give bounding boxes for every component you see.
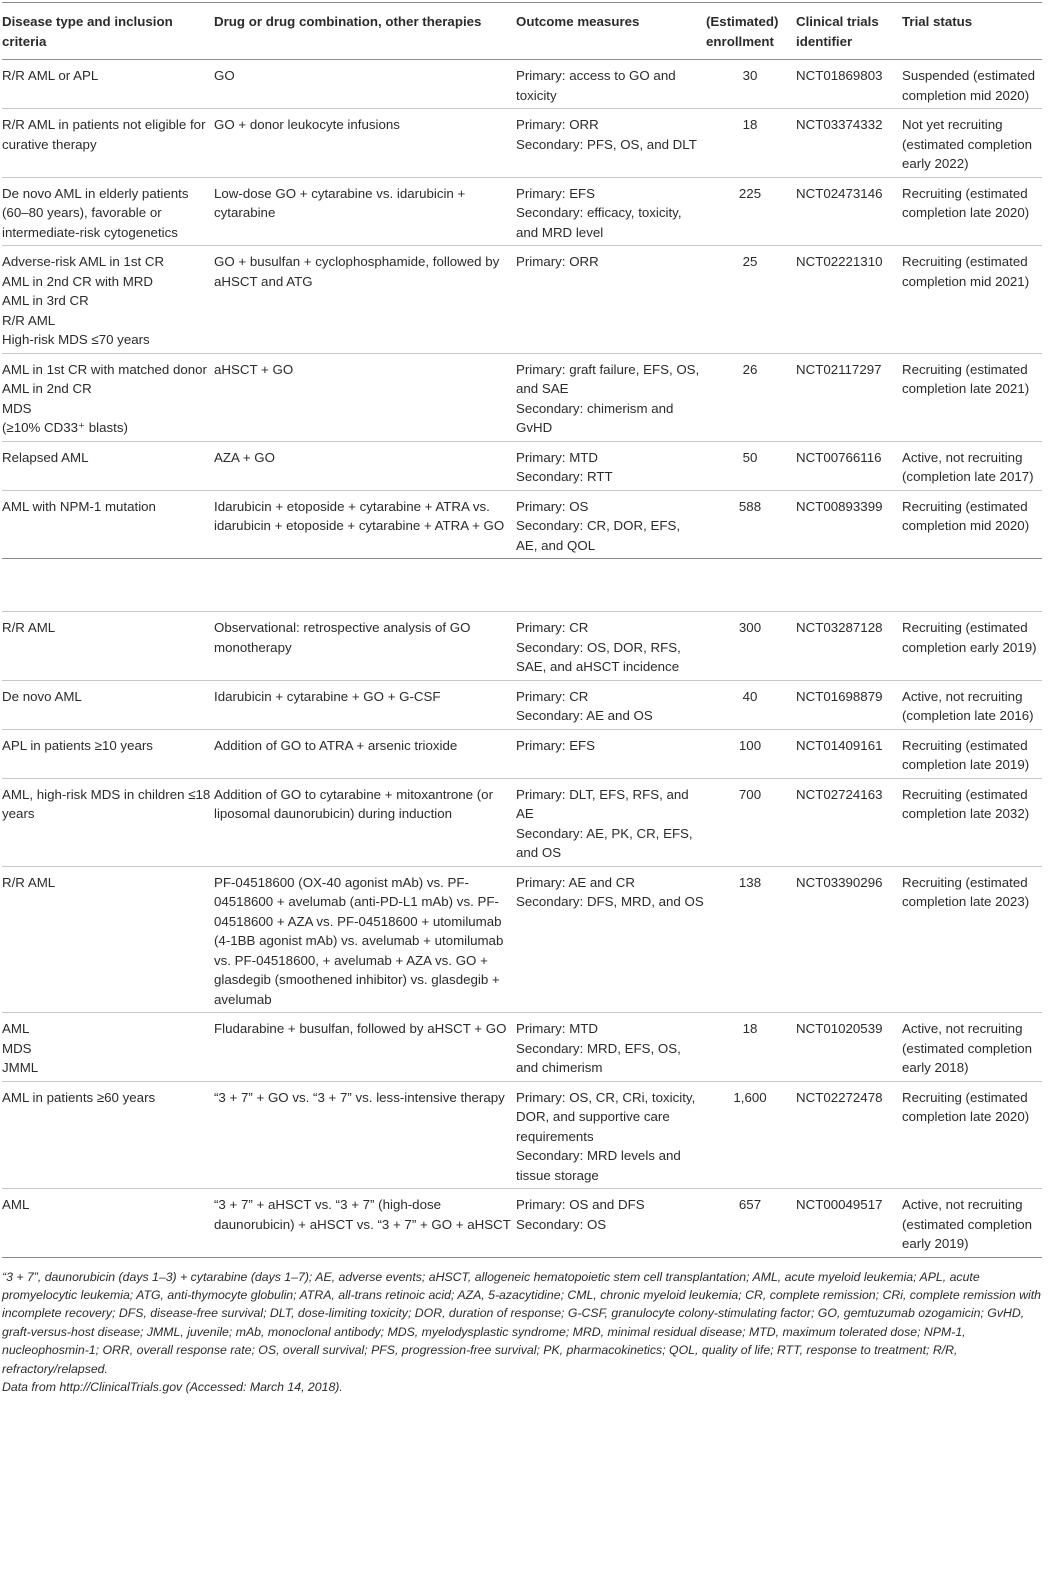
cell-status: Recruiting (estimated completion late 2020) <box>902 1081 1042 1189</box>
table-row <box>2 729 1042 778</box>
table-body <box>2 60 1042 1258</box>
table-row <box>2 1189 1042 1258</box>
cell-identifier: NCT02117297 <box>796 353 902 441</box>
cell-outcome: Primary: MTD Secondary: MRD, EFS, OS, and chimerism <box>516 1013 706 1082</box>
cell-identifier: NCT02221310 <box>796 246 902 354</box>
table-row <box>2 246 1042 354</box>
table-row <box>2 1013 1042 1082</box>
cell-disease: AML with NPM-1 mutation <box>2 490 214 559</box>
table-row <box>2 680 1042 729</box>
cell-disease: AML <box>2 1189 214 1258</box>
cell-enrollment: 25 <box>706 246 796 354</box>
header-identifier: Clinical trials identifier <box>796 3 902 60</box>
clinical-trials-table <box>2 2 1042 1258</box>
cell-identifier: NCT01869803 <box>796 60 902 109</box>
cell-enrollment: 18 <box>706 1013 796 1082</box>
cell-identifier: NCT02272478 <box>796 1081 902 1189</box>
cell-identifier: NCT01409161 <box>796 729 902 778</box>
cell-drug: PF-04518600 (OX-40 agonist mAb) vs. PF-04518600 + avelumab (anti-PD-L1 mAb) vs. PF-04518600 + AZA vs. PF-04518600 + utomilumab (4-1BB agonist mAb) vs. avelumab + utomilumab vs. PF-04518600, + avelumab + AZA vs. GO + glasdegib (smoothened inhibitor) vs. glasdegib + avelumab <box>214 866 516 1013</box>
header-outcome: Outcome measures <box>516 3 706 60</box>
cell-status: Not yet recruiting (estimated completion early 2022) <box>902 109 1042 178</box>
cell-identifier: NCT00893399 <box>796 490 902 559</box>
cell-drug: “3 + 7” + GO vs. “3 + 7” vs. less-intensive therapy <box>214 1081 516 1189</box>
table-footnote <box>2 1258 1042 1397</box>
cell-outcome: Primary: ORR <box>516 246 706 354</box>
spacer-cell <box>706 559 796 612</box>
cell-drug: Idarubicin + etoposide + cytarabine + ATRA vs. idarubicin + etoposide + cytarabine + ATRA + GO <box>214 490 516 559</box>
cell-disease: AML, high-risk MDS in children ≤18 years <box>2 778 214 866</box>
cell-disease: R/R AML in patients not eligible for curative therapy <box>2 109 214 178</box>
cell-drug: GO + donor leukocyte infusions <box>214 109 516 178</box>
section-spacer-row <box>2 559 1042 612</box>
cell-status: Recruiting (estimated completion late 2032) <box>902 778 1042 866</box>
cell-enrollment: 225 <box>706 177 796 246</box>
spacer-cell <box>902 559 1042 612</box>
cell-identifier: NCT03287128 <box>796 612 902 681</box>
cell-enrollment: 588 <box>706 490 796 559</box>
cell-status: Active, not recruiting (estimated completion early 2019) <box>902 1189 1042 1258</box>
table-row <box>2 778 1042 866</box>
cell-disease: R/R AML or APL <box>2 60 214 109</box>
cell-identifier: NCT01020539 <box>796 1013 902 1082</box>
cell-outcome: Primary: EFS Secondary: efficacy, toxicity, and MRD level <box>516 177 706 246</box>
cell-status: Recruiting (estimated completion mid 2021) <box>902 246 1042 354</box>
cell-drug: Addition of GO to ATRA + arsenic trioxide <box>214 729 516 778</box>
cell-status: Recruiting (estimated completion late 2021) <box>902 353 1042 441</box>
table-row <box>2 60 1042 109</box>
cell-enrollment: 40 <box>706 680 796 729</box>
cell-outcome: Primary: OS, CR, CRi, toxicity, DOR, and supportive care requirements Secondary: MRD levels and tissue storage <box>516 1081 706 1189</box>
cell-enrollment: 300 <box>706 612 796 681</box>
document-page <box>2 0 1042 1396</box>
cell-drug: Idarubicin + cytarabine + GO + G-CSF <box>214 680 516 729</box>
table-row <box>2 612 1042 681</box>
table-row <box>2 490 1042 559</box>
cell-enrollment: 657 <box>706 1189 796 1258</box>
cell-drug: AZA + GO <box>214 441 516 490</box>
table-header <box>2 3 1042 60</box>
cell-enrollment: 100 <box>706 729 796 778</box>
cell-outcome: Primary: CR Secondary: AE and OS <box>516 680 706 729</box>
cell-disease: Adverse-risk AML in 1st CR AML in 2nd CR with MRD AML in 3rd CR R/R AML High-risk MDS ≤70 years <box>2 246 214 354</box>
spacer-cell <box>2 559 214 612</box>
cell-outcome: Primary: ORR Secondary: PFS, OS, and DLT <box>516 109 706 178</box>
cell-status: Active, not recruiting (estimated completion early 2018) <box>902 1013 1042 1082</box>
cell-disease: APL in patients ≥10 years <box>2 729 214 778</box>
cell-disease: De novo AML in elderly patients (60–80 years), favorable or intermediate-risk cytogenetics <box>2 177 214 246</box>
footnote-source: Data from http://ClinicalTrials.gov (Accessed: March 14, 2018). <box>2 1379 343 1394</box>
header-row <box>2 3 1042 60</box>
cell-outcome: Primary: DLT, EFS, RFS, and AE Secondary: AE, PK, CR, EFS, and OS <box>516 778 706 866</box>
header-enrollment: (Estimated) enrollment <box>706 3 796 60</box>
cell-status: Recruiting (estimated completion late 2020) <box>902 177 1042 246</box>
cell-status: Recruiting (estimated completion early 2019) <box>902 612 1042 681</box>
cell-drug: Observational: retrospective analysis of GO monotherapy <box>214 612 516 681</box>
table-row <box>2 1081 1042 1189</box>
cell-drug: Addition of GO to cytarabine + mitoxantrone (or liposomal daunorubicin) during induction <box>214 778 516 866</box>
cell-identifier: NCT00049517 <box>796 1189 902 1258</box>
cell-identifier: NCT00766116 <box>796 441 902 490</box>
cell-enrollment: 138 <box>706 866 796 1013</box>
cell-drug: Low-dose GO + cytarabine vs. idarubicin + cytarabine <box>214 177 516 246</box>
cell-disease: R/R AML <box>2 866 214 1013</box>
cell-enrollment: 50 <box>706 441 796 490</box>
cell-identifier: NCT01698879 <box>796 680 902 729</box>
cell-identifier: NCT03390296 <box>796 866 902 1013</box>
cell-outcome: Primary: AE and CR Secondary: DFS, MRD, and OS <box>516 866 706 1013</box>
cell-status: Suspended (estimated completion mid 2020) <box>902 60 1042 109</box>
header-disease: Disease type and inclusion criteria <box>2 3 214 60</box>
cell-identifier: NCT03374332 <box>796 109 902 178</box>
cell-outcome: Primary: graft failure, EFS, OS, and SAE Secondary: chimerism and GvHD <box>516 353 706 441</box>
cell-outcome: Primary: OS and DFS Secondary: OS <box>516 1189 706 1258</box>
cell-status: Active, not recruiting (completion late 2017) <box>902 441 1042 490</box>
cell-outcome: Primary: access to GO and toxicity <box>516 60 706 109</box>
cell-disease: R/R AML <box>2 612 214 681</box>
cell-outcome: Primary: MTD Secondary: RTT <box>516 441 706 490</box>
header-drug: Drug or drug combination, other therapies <box>214 3 516 60</box>
spacer-cell <box>796 559 902 612</box>
spacer-cell <box>516 559 706 612</box>
cell-enrollment: 30 <box>706 60 796 109</box>
cell-drug: Fludarabine + busulfan, followed by aHSCT + GO <box>214 1013 516 1082</box>
cell-status: Recruiting (estimated completion late 2019) <box>902 729 1042 778</box>
header-status: Trial status <box>902 3 1042 60</box>
cell-status: Recruiting (estimated completion mid 2020) <box>902 490 1042 559</box>
cell-drug: GO + busulfan + cyclophosphamide, followed by aHSCT and ATG <box>214 246 516 354</box>
cell-identifier: NCT02473146 <box>796 177 902 246</box>
cell-identifier: NCT02724163 <box>796 778 902 866</box>
cell-outcome: Primary: OS Secondary: CR, DOR, EFS, AE, and QOL <box>516 490 706 559</box>
cell-enrollment: 700 <box>706 778 796 866</box>
cell-enrollment: 18 <box>706 109 796 178</box>
spacer-cell <box>214 559 516 612</box>
cell-status: Recruiting (estimated completion late 2023) <box>902 866 1042 1013</box>
cell-drug: GO <box>214 60 516 109</box>
cell-enrollment: 26 <box>706 353 796 441</box>
footnote-abbreviations: “3 + 7”, daunorubicin (days 1–3) + cytarabine (days 1–7); AE, adverse events; aHSCT, allogeneic hematopoietic stem cell transplantation; AML, acute myeloid leukemia; APL, acute promyelocytic leukemia; ATG, anti-thymocyte globulin; ATRA, all-trans retinoic acid; AZA, 5-azacytidine; CML, chronic myeloid leukemia; CR, complete remission; CRi, complete remission with incomplete recovery; DFS, disease-free survival; DLT, dose-limiting toxicity; DOR, duration of response; G-CSF, granulocyte colony-stimulating factor; GO, gemtuzumab ozogamicin; GvHD, graft-versus-host disease; JMML, juvenile; mAb, monoclonal antibody; MDS, myelodysplastic syndrome; MRD, minimal residual disease; MTD, maximum tolerated dose; NPM-1, nucleophosmin-1; ORR, overall response rate; OS, overall survival; PFS, progression-free survival; PK, pharmacokinetics; QOL, quality of life; RTT, response to treatment; R/R, refractory/relapsed. <box>2 1269 1041 1376</box>
cell-disease: De novo AML <box>2 680 214 729</box>
cell-status: Active, not recruiting (completion late 2016) <box>902 680 1042 729</box>
cell-disease: AML in 1st CR with matched donor AML in 2nd CR MDS (≥10% CD33⁺ blasts) <box>2 353 214 441</box>
cell-outcome: Primary: EFS <box>516 729 706 778</box>
cell-disease: AML MDS JMML <box>2 1013 214 1082</box>
cell-disease: Relapsed AML <box>2 441 214 490</box>
cell-drug: “3 + 7” + aHSCT vs. “3 + 7” (high-dose daunorubicin) + aHSCT vs. “3 + 7” + GO + aHSCT <box>214 1189 516 1258</box>
table-row <box>2 866 1042 1013</box>
table-row <box>2 353 1042 441</box>
table-row <box>2 177 1042 246</box>
table-row <box>2 109 1042 178</box>
cell-outcome: Primary: CR Secondary: OS, DOR, RFS, SAE, and aHSCT incidence <box>516 612 706 681</box>
table-row <box>2 441 1042 490</box>
cell-enrollment: 1,600 <box>706 1081 796 1189</box>
cell-disease: AML in patients ≥60 years <box>2 1081 214 1189</box>
cell-drug: aHSCT + GO <box>214 353 516 441</box>
